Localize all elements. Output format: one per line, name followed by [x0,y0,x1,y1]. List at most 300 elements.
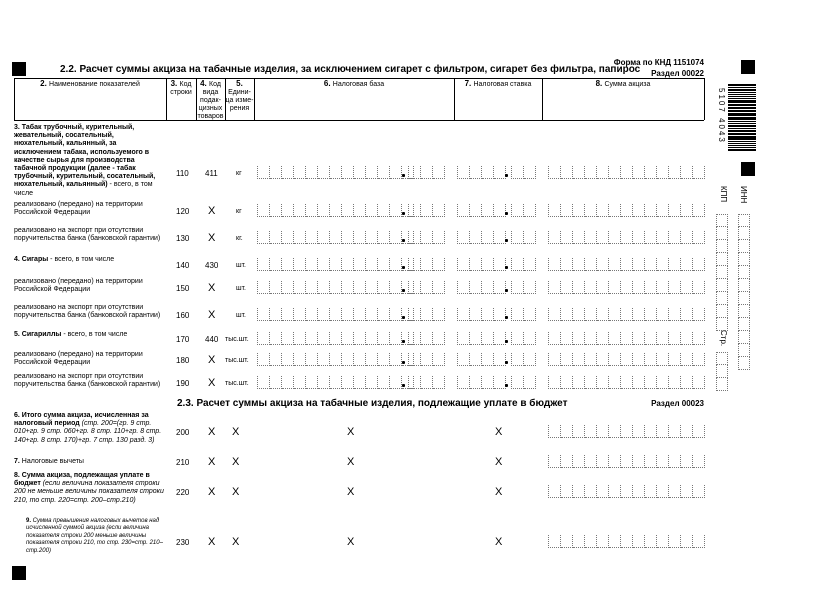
cell[interactable] [318,204,330,217]
cell[interactable] [561,535,573,548]
cell[interactable] [681,258,693,271]
cell[interactable] [597,231,609,244]
cell[interactable] [270,231,282,244]
cell[interactable] [270,353,282,366]
cell[interactable] [408,332,421,345]
cell[interactable] [609,535,621,548]
cell[interactable] [470,353,482,366]
cell[interactable] [270,376,282,389]
cell[interactable] [585,166,597,179]
cell[interactable] [645,281,657,294]
cell[interactable] [524,281,536,294]
cell[interactable] [366,308,378,321]
cell[interactable] [693,455,705,468]
cell[interactable] [645,166,657,179]
cell[interactable] [585,308,597,321]
cell[interactable] [390,258,402,271]
cell[interactable] [597,425,609,438]
cell[interactable] [633,485,645,498]
cell[interactable] [421,281,433,294]
cell[interactable] [609,281,621,294]
cell[interactable] [482,308,494,321]
cell[interactable] [597,308,609,321]
cell[interactable] [378,204,390,217]
cell[interactable] [482,258,494,271]
cell[interactable] [306,258,318,271]
cell[interactable] [657,231,669,244]
cell[interactable] [470,231,482,244]
cell[interactable] [294,204,306,217]
cell[interactable] [366,332,378,345]
cell[interactable] [378,231,390,244]
cell[interactable] [693,204,705,217]
cell[interactable] [585,376,597,389]
cell[interactable] [306,231,318,244]
cell[interactable] [609,353,621,366]
cell[interactable] [366,166,378,179]
tax-base-integer-cells[interactable] [257,204,414,216]
cell[interactable] [282,231,294,244]
cell[interactable] [573,332,585,345]
summary-sum-cells[interactable] [548,485,705,497]
cell[interactable] [548,258,561,271]
cell[interactable] [738,318,750,331]
cell[interactable] [318,332,330,345]
cell[interactable] [609,485,621,498]
cell[interactable] [621,231,633,244]
cell[interactable] [738,357,750,370]
cell[interactable] [657,353,669,366]
tax-rate-integer-cells[interactable] [457,281,506,293]
cell[interactable] [669,353,681,366]
cell[interactable] [597,281,609,294]
tax-rate-integer-cells[interactable] [457,308,506,320]
cell[interactable] [282,332,294,345]
cell[interactable] [294,376,306,389]
cell[interactable] [633,455,645,468]
cell[interactable] [657,535,669,548]
cell[interactable] [270,332,282,345]
cell[interactable] [257,376,270,389]
tax-base-fraction-cells[interactable] [408,166,445,178]
cell[interactable] [470,166,482,179]
cell[interactable] [408,231,421,244]
cell[interactable] [306,204,318,217]
cell[interactable] [494,166,506,179]
cell[interactable] [621,308,633,321]
cell[interactable] [609,166,621,179]
cell[interactable] [421,258,433,271]
cell[interactable] [433,308,445,321]
cell[interactable] [433,166,445,179]
cell[interactable] [645,485,657,498]
cell[interactable] [573,425,585,438]
cell[interactable] [621,353,633,366]
cell[interactable] [270,166,282,179]
cell[interactable] [390,308,402,321]
cell[interactable] [457,281,470,294]
cell[interactable] [716,305,728,318]
cell[interactable] [294,332,306,345]
cell[interactable] [378,308,390,321]
cell[interactable] [330,308,342,321]
cell[interactable] [524,332,536,345]
cell[interactable] [681,485,693,498]
cell[interactable] [366,281,378,294]
cell[interactable] [378,376,390,389]
cell[interactable] [330,204,342,217]
cell[interactable] [482,353,494,366]
cell[interactable] [494,281,506,294]
cell[interactable] [390,376,402,389]
cell[interactable] [482,166,494,179]
cell[interactable] [282,166,294,179]
cell[interactable] [573,535,585,548]
cell[interactable] [524,376,536,389]
cell[interactable] [470,258,482,271]
cell[interactable] [482,281,494,294]
cell[interactable] [657,281,669,294]
cell[interactable] [597,353,609,366]
cell[interactable] [330,332,342,345]
cell[interactable] [342,332,354,345]
cell[interactable] [609,204,621,217]
cell[interactable] [657,204,669,217]
cell[interactable] [621,166,633,179]
cell[interactable] [621,535,633,548]
excise-sum-cells[interactable] [548,204,705,216]
cell[interactable] [657,258,669,271]
cell[interactable] [524,258,536,271]
cell[interactable] [681,204,693,217]
tax-rate-integer-cells[interactable] [457,231,506,243]
cell[interactable] [609,308,621,321]
cell[interactable] [585,535,597,548]
tax-rate-integer-cells[interactable] [457,258,506,270]
cell[interactable] [366,353,378,366]
cell[interactable] [433,258,445,271]
cell[interactable] [573,281,585,294]
cell[interactable] [366,204,378,217]
cell[interactable] [482,376,494,389]
cell[interactable] [511,281,524,294]
cell[interactable] [457,231,470,244]
cell[interactable] [585,204,597,217]
tax-rate-fraction-cells[interactable] [511,166,536,178]
tax-rate-fraction-cells[interactable] [511,204,536,216]
cell[interactable] [421,332,433,345]
cell[interactable] [621,258,633,271]
tax-base-fraction-cells[interactable] [408,376,445,388]
cell[interactable] [585,281,597,294]
cell[interactable] [609,231,621,244]
cell[interactable] [669,204,681,217]
cell[interactable] [306,376,318,389]
cell[interactable] [482,204,494,217]
cell[interactable] [597,258,609,271]
cell[interactable] [282,308,294,321]
cell[interactable] [342,231,354,244]
cell[interactable] [597,485,609,498]
cell[interactable] [738,214,750,227]
cell[interactable] [669,376,681,389]
tax-rate-integer-cells[interactable] [457,376,506,388]
cell[interactable] [257,258,270,271]
summary-sum-cells[interactable] [548,425,705,437]
cell[interactable] [378,258,390,271]
excise-sum-cells[interactable] [548,308,705,320]
cell[interactable] [433,231,445,244]
cell[interactable] [681,455,693,468]
cell[interactable] [548,332,561,345]
cell[interactable] [693,332,705,345]
cell[interactable] [342,258,354,271]
cell[interactable] [548,425,561,438]
cell[interactable] [585,425,597,438]
cell[interactable] [657,308,669,321]
cell[interactable] [633,166,645,179]
tax-base-fraction-cells[interactable] [408,332,445,344]
cell[interactable] [294,353,306,366]
cell[interactable] [561,376,573,389]
cell[interactable] [597,332,609,345]
cell[interactable] [716,378,728,391]
cell[interactable] [257,332,270,345]
cell[interactable] [270,308,282,321]
cell[interactable] [318,353,330,366]
cell[interactable] [408,204,421,217]
cell[interactable] [548,166,561,179]
cell[interactable] [390,166,402,179]
cell[interactable] [716,365,728,378]
cell[interactable] [633,204,645,217]
cell[interactable] [408,353,421,366]
cell[interactable] [669,425,681,438]
cell[interactable] [585,485,597,498]
cell[interactable] [633,376,645,389]
cell[interactable] [306,281,318,294]
cell[interactable] [482,231,494,244]
cell[interactable] [681,231,693,244]
cell[interactable] [511,332,524,345]
cell[interactable] [548,376,561,389]
cell[interactable] [585,455,597,468]
cell[interactable] [645,353,657,366]
cell[interactable] [573,258,585,271]
cell[interactable] [645,376,657,389]
tax-base-integer-cells[interactable] [257,166,414,178]
cell[interactable] [738,279,750,292]
cell[interactable] [573,231,585,244]
cell[interactable] [294,281,306,294]
cell[interactable] [282,204,294,217]
cell[interactable] [318,281,330,294]
cell[interactable] [597,455,609,468]
cell[interactable] [669,535,681,548]
cell[interactable] [457,353,470,366]
cell[interactable] [633,535,645,548]
cell[interactable] [657,332,669,345]
cell[interactable] [738,305,750,318]
cell[interactable] [693,166,705,179]
cell[interactable] [470,281,482,294]
summary-sum-cells[interactable] [548,455,705,467]
cell[interactable] [738,266,750,279]
cell[interactable] [511,308,524,321]
cell[interactable] [482,332,494,345]
cell[interactable] [716,352,728,365]
cell[interactable] [693,535,705,548]
cell[interactable] [457,376,470,389]
cell[interactable] [511,376,524,389]
cell[interactable] [433,281,445,294]
cell[interactable] [681,425,693,438]
cell[interactable] [645,535,657,548]
cell[interactable] [633,332,645,345]
excise-sum-cells[interactable] [548,231,705,243]
cell[interactable] [738,253,750,266]
cell[interactable] [366,376,378,389]
cell[interactable] [306,353,318,366]
cell[interactable] [421,166,433,179]
cell[interactable] [621,281,633,294]
cell[interactable] [318,376,330,389]
tax-rate-fraction-cells[interactable] [511,231,536,243]
cell[interactable] [294,166,306,179]
cell[interactable] [494,353,506,366]
cell[interactable] [561,353,573,366]
cell[interactable] [716,318,728,331]
cell[interactable] [645,258,657,271]
cell[interactable] [511,258,524,271]
cell[interactable] [354,376,366,389]
cell[interactable] [390,281,402,294]
cell[interactable] [270,204,282,217]
cell[interactable] [330,353,342,366]
excise-sum-cells[interactable] [548,258,705,270]
cell[interactable] [573,353,585,366]
cell[interactable] [738,292,750,305]
cell[interactable] [693,258,705,271]
cell[interactable] [257,204,270,217]
cell[interactable] [633,281,645,294]
cell[interactable] [621,425,633,438]
excise-sum-cells[interactable] [548,353,705,365]
cell[interactable] [693,308,705,321]
cell[interactable] [511,353,524,366]
cell[interactable] [511,166,524,179]
cell[interactable] [390,231,402,244]
cell[interactable] [693,376,705,389]
cell[interactable] [378,353,390,366]
tax-base-integer-cells[interactable] [257,231,414,243]
cell[interactable] [330,258,342,271]
cell[interactable] [561,425,573,438]
tax-rate-integer-cells[interactable] [457,332,506,344]
cell[interactable] [633,231,645,244]
cell[interactable] [657,166,669,179]
cell[interactable] [548,485,561,498]
cell[interactable] [657,425,669,438]
cell[interactable] [354,204,366,217]
cell[interactable] [342,204,354,217]
inn-cells[interactable] [738,214,750,370]
cell[interactable] [633,425,645,438]
cell[interactable] [470,308,482,321]
tax-base-fraction-cells[interactable] [408,308,445,320]
cell[interactable] [669,332,681,345]
cell[interactable] [306,308,318,321]
cell[interactable] [633,258,645,271]
cell[interactable] [457,166,470,179]
cell[interactable] [433,376,445,389]
cell[interactable] [609,376,621,389]
excise-sum-cells[interactable] [548,166,705,178]
cell[interactable] [693,231,705,244]
cell[interactable] [693,353,705,366]
cell[interactable] [306,166,318,179]
cell[interactable] [621,204,633,217]
cell[interactable] [282,353,294,366]
tax-base-integer-cells[interactable] [257,258,414,270]
cell[interactable] [561,231,573,244]
cell[interactable] [257,231,270,244]
cell[interactable] [282,258,294,271]
cell[interactable] [597,204,609,217]
page-cells[interactable] [716,352,728,391]
tax-rate-fraction-cells[interactable] [511,332,536,344]
cell[interactable] [378,281,390,294]
cell[interactable] [390,204,402,217]
cell[interactable] [621,376,633,389]
cell[interactable] [257,166,270,179]
cell[interactable] [716,279,728,292]
cell[interactable] [693,485,705,498]
kpp-cells[interactable] [716,214,728,331]
tax-rate-integer-cells[interactable] [457,204,506,216]
tax-rate-fraction-cells[interactable] [511,308,536,320]
cell[interactable] [354,258,366,271]
cell[interactable] [621,485,633,498]
cell[interactable] [561,455,573,468]
cell[interactable] [561,485,573,498]
cell[interactable] [573,455,585,468]
cell[interactable] [669,455,681,468]
tax-base-fraction-cells[interactable] [408,231,445,243]
cell[interactable] [645,455,657,468]
cell[interactable] [657,485,669,498]
cell[interactable] [561,258,573,271]
tax-rate-fraction-cells[interactable] [511,376,536,388]
cell[interactable] [378,166,390,179]
tax-rate-fraction-cells[interactable] [511,258,536,270]
cell[interactable] [738,331,750,344]
cell[interactable] [621,332,633,345]
cell[interactable] [548,353,561,366]
tax-base-integer-cells[interactable] [257,281,414,293]
cell[interactable] [342,308,354,321]
cell[interactable] [548,204,561,217]
cell[interactable] [421,376,433,389]
cell[interactable] [716,266,728,279]
cell[interactable] [390,353,402,366]
cell[interactable] [494,332,506,345]
cell[interactable] [330,376,342,389]
cell[interactable] [366,231,378,244]
cell[interactable] [681,535,693,548]
cell[interactable] [633,353,645,366]
cell[interactable] [561,332,573,345]
